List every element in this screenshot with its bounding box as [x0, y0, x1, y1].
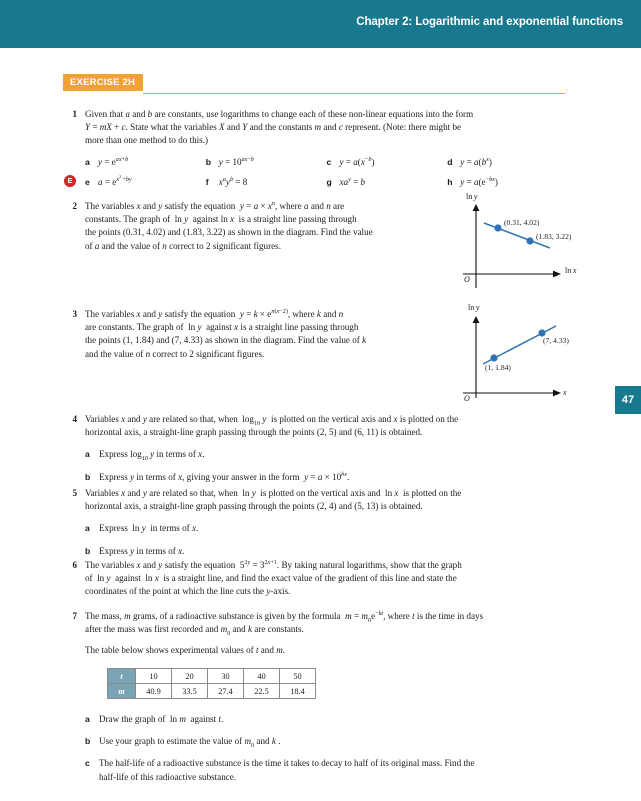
question-1-part-g [327, 176, 448, 189]
question-1-line-3: more than one method to do this.) [85, 135, 208, 146]
part-text-a: Express $\log_{10} y$ in terms of x. [99, 449, 205, 463]
question-4 [63, 413, 583, 484]
part-label-a: a [85, 449, 90, 460]
part-label-b: b [85, 471, 91, 482]
question-7-parts-list [85, 713, 593, 784]
graph-q3-x-axis-label: x [563, 388, 567, 397]
exercise-banner [63, 74, 565, 94]
question-2-line-4: of a and the value of n correct to 2 significant figures. [85, 240, 281, 251]
question-3-body [85, 308, 458, 361]
graph-q3-svg [458, 300, 633, 408]
graph-q3-y-axis-label: ln y [468, 303, 480, 312]
question-2-body [85, 200, 458, 253]
part-equation-c: $y = a(x^{-b})$ [339, 155, 375, 167]
question-6-line-1: The variables x and y satisfy the equation $5^{2y} = 3^{2x+1}$. By taking natural logarithms, show that the graph [85, 558, 462, 570]
graph-q2-point-1-label: (0.31, 4.02) [504, 218, 540, 227]
question-4-number: 4 [72, 414, 77, 424]
question-1 [63, 108, 568, 189]
chapter-title: Chapter 2: Logarithmic and exponential functions [356, 16, 623, 28]
exercise-label: EXERCISE 2H [63, 74, 143, 91]
question-3-line-2: are constants. The graph of ln y against x is a straight line passing through [85, 322, 359, 333]
table-cell-t-3: 30 [208, 669, 244, 684]
graph-q2-svg [458, 196, 633, 301]
question-3-line-4: and the value of n correct to 2 significant figures. [85, 348, 265, 359]
table-cell-t-2: 20 [172, 669, 208, 684]
table-row-t [108, 669, 316, 684]
graph-q2-origin-label: O [464, 275, 470, 284]
graph-q3-x-arrow [553, 390, 561, 397]
part-equation-h: $y = a(e^{-bx})$ [460, 175, 498, 187]
experimental-data-table [107, 668, 316, 699]
question-7-line-2: after the mass was first recorded and $m_0$ and k are constants. [85, 624, 304, 638]
part-equation-d: $y = a(b^x)$ [460, 155, 492, 167]
graph-q2-point-2-label: (1.83, 3.22) [536, 232, 572, 241]
part-label-b: b [85, 736, 91, 747]
table-cell-m-2: 33.5 [172, 684, 208, 699]
part-text-b: Use your graph to estimate the value of $m_0$ and k . [99, 736, 281, 750]
exercise-rule [143, 93, 565, 95]
part-equation-g: $xa^y = b$ [339, 175, 366, 187]
part-label-h: h [447, 176, 453, 187]
question-3-line-3: the points (1, 1.84) and (7, 4.33) as shown in the diagram. Find the value of k [85, 335, 367, 346]
question-1-parts-row-1 [85, 156, 568, 169]
question-7-part-c [85, 757, 593, 783]
part-label-d: d [447, 156, 453, 167]
part-label-a: a [85, 156, 90, 167]
part-label-g: g [326, 176, 332, 187]
question-1-line-2: Y = mX + c. State what the variables X and Y and the constants m and c represent. (Note: there might be [85, 122, 462, 133]
part-label-a: a [85, 714, 90, 724]
part-equation-a: $y = e^{ax+b}$ [98, 155, 129, 167]
part-label-b: b [85, 545, 91, 556]
part-label-b: b [205, 156, 211, 167]
graph-q2-x-arrow [553, 271, 561, 278]
question-5-line-2: horizontal axis, a straight-line graph passing through the points (2, 4) and (5, 13) is obtained. [85, 501, 423, 512]
question-1-number: 1 [72, 109, 77, 119]
part-text-a: Express ln y in terms of x. [99, 523, 199, 534]
part-equation-f: $x^ay^b = 8$ [218, 175, 248, 187]
question-6-line-2: of ln y against ln x is a straight line, and find the exact value of the gradient of this line and state the [85, 573, 457, 584]
question-3-number: 3 [72, 309, 77, 319]
question-2-number: 2 [72, 201, 77, 211]
question-7-table-intro: The table below shows experimental values of t and m. [85, 645, 286, 656]
table-row-header-m: m [108, 684, 136, 699]
question-1-part-b [206, 156, 327, 169]
question-5-parts [85, 522, 583, 557]
table-row-m [108, 684, 316, 699]
question-7-parts [63, 713, 593, 784]
table-cell-t-4: 40 [244, 669, 280, 684]
question-6-line-3: coordinates of the point at which the line cuts the y-axis. [85, 586, 291, 597]
question-5-part-b [85, 545, 583, 558]
question-5 [63, 487, 583, 558]
question-6-body [85, 559, 583, 599]
question-2 [63, 200, 458, 253]
question-1-part-f [206, 176, 327, 189]
question-7-part-b [85, 735, 593, 748]
part-label-e: e [85, 176, 90, 187]
graph-q3-point-1-label: (1, 1.84) [485, 363, 511, 372]
question-1-parts-row-2 [67, 173, 568, 189]
question-2-line-1: The variables x and y satisfy the equation $y = a \times x^n$, where a and n are [85, 199, 345, 211]
question-5-number: 5 [72, 488, 77, 498]
question-6-number: 6 [72, 560, 77, 570]
part-label-c: c [326, 156, 332, 167]
question-7-number: 7 [72, 611, 77, 621]
question-4-body [85, 413, 583, 439]
question-2-line-3: the points (0.31, 4.02) and (1.83, 3.22) as shown in the diagram. Find the value [85, 227, 373, 238]
question-4-parts [85, 448, 583, 483]
part-equation-b: $y = 10^{ax-b}$ [218, 155, 254, 167]
question-1-body [85, 108, 568, 148]
question-5-part-a [85, 522, 583, 535]
table-cell-t-1: 10 [136, 669, 172, 684]
graph-q2-x-axis-label: ln x [565, 266, 577, 275]
question-4-part-a [85, 448, 583, 461]
question-3-line-1: The variables x and y satisfy the equation $y = k \times e^{n(x-2)}$, where k and n [85, 307, 344, 319]
part-label-f: f [205, 176, 209, 187]
graph-q2-y-arrow [473, 204, 480, 211]
question-4-line-2: horizontal axis, a straight-line graph passing through the points (2, 5) and (6, 11) is obtained. [85, 427, 423, 438]
question-7-body [85, 610, 593, 658]
question-1-part-c [327, 156, 448, 169]
extension-badge-icon: E [64, 175, 76, 187]
part-text-c: The half-life of a radioactive substance is the time it takes to decay to half of its original mass. Find the half-life of this radioactive substance. [99, 758, 475, 782]
question-1-line-1: Given that a and b are constants, use logarithms to change each of these non-linear equations into the form [85, 109, 474, 119]
question-4-line-1: Variables x and y are related so that, when $\log_{10} y$ is plotted on the vertical axis and x is plotted on the [85, 414, 459, 427]
question-7-line-1: The mass, m grams, of a radioactive substance is given by the formula $m = m_0e^{-kt}$, where t is the time in days [85, 609, 484, 624]
question-1-parts [67, 155, 568, 189]
table-row-header-t: t [108, 669, 136, 684]
part-text-a: Draw the graph of ln m against t. [99, 714, 224, 724]
question-5-line-1: Variables x and y are related so that, when ln y is plotted on the vertical axis and ln x is plotted on the [85, 488, 462, 498]
table-cell-m-5: 18.4 [280, 684, 316, 699]
chapter-header-bar [0, 0, 641, 48]
question-6 [63, 559, 583, 599]
graph-q2 [458, 192, 633, 306]
question-1-part-d [447, 156, 568, 169]
question-4-part-b [85, 471, 583, 484]
part-text-b: Express y in terms of x, giving your answer in the form $y = a \times 10^{bx}$. [99, 470, 350, 482]
page-number-tab: 47 [615, 386, 641, 414]
table-cell-m-3: 27.4 [208, 684, 244, 699]
graph-q3-y-arrow [473, 316, 480, 323]
part-equation-e: $a = e^{x^2 +by}$ [98, 173, 132, 187]
graph-q3 [458, 300, 633, 413]
question-1-part-a [85, 156, 206, 169]
table-cell-m-4: 22.5 [244, 684, 280, 699]
table-cell-m-1: 40.9 [136, 684, 172, 699]
graph-q3-point-1 [490, 354, 497, 361]
graph-q2-point-2 [526, 237, 533, 244]
question-5-body [85, 487, 583, 513]
graph-q3-origin-label: O [464, 394, 470, 403]
question-2-line-2: constants. The graph of ln y against ln x is a straight line passing through [85, 214, 357, 225]
graph-q2-y-axis-label: ln y [466, 192, 478, 201]
table-cell-t-5: 50 [280, 669, 316, 684]
part-label-a: a [85, 523, 90, 534]
graph-q3-point-2-label: (7, 4.33) [543, 336, 569, 345]
part-text-b: Express y in terms of x. [99, 545, 185, 556]
question-1-part-e [85, 173, 206, 189]
question-1-part-h [447, 176, 568, 189]
graph-q2-point-1 [494, 224, 501, 231]
question-7-part-a [85, 713, 593, 726]
question-7 [63, 610, 593, 658]
part-label-c: c [85, 758, 90, 769]
question-3 [63, 308, 458, 361]
